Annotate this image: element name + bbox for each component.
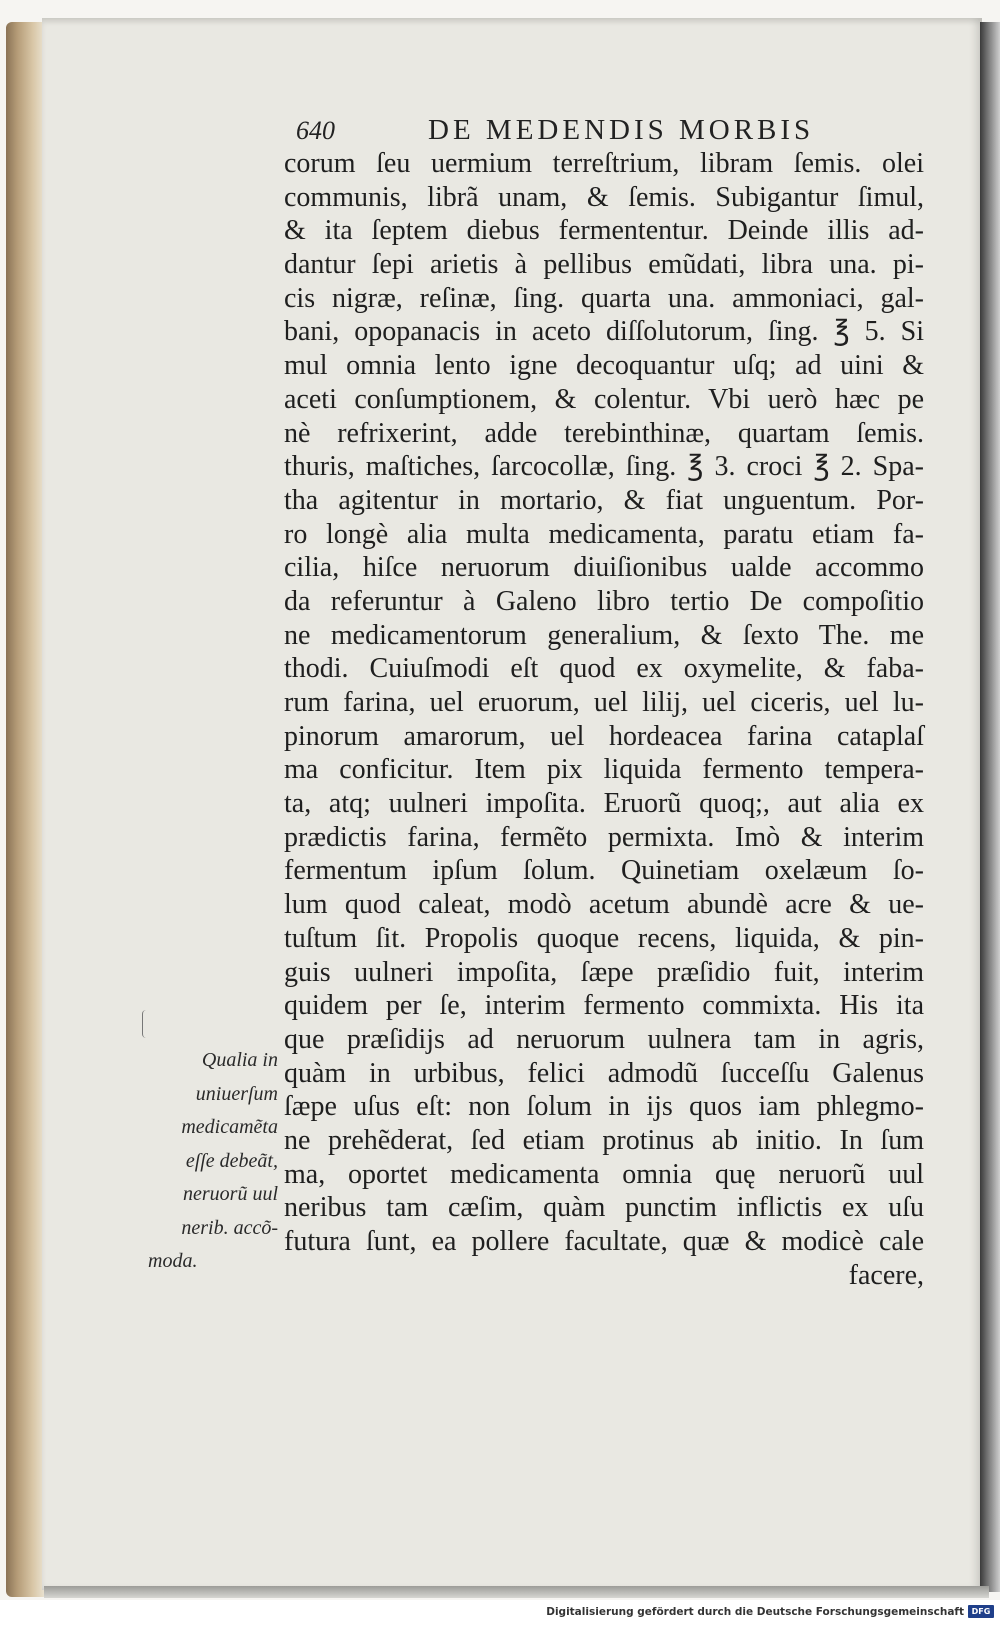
text-line: rum farina, uel eruorum, uel lilij, uel ciceris, uel lu- (284, 687, 924, 718)
marginal-note (148, 1044, 278, 1279)
margin-note-line: eſſe debeãt, (185, 1149, 278, 1172)
text-line: mul omnia lento igne decoquantur uſq; ad uini & (284, 350, 924, 382)
text-line: ro longè alia multa medicamenta, paratu etiam fa- (284, 518, 924, 550)
text-line: fermentum ipſum ſolum. Quinetiam oxelæum ſo- (284, 855, 924, 887)
text-line: neribus tam cæſim, quàm punctim inflictis ex uſu (284, 1192, 924, 1224)
text-line: tha agitentur in mortario, & fiat unguentum. Por- (284, 484, 924, 516)
text-line: aceti conſumptionem, & colentur. Vbi uerò hæc pe (284, 383, 924, 415)
text-line: thuris, maſtiches, ſarcocollæ, ſing. ℥ 3. croci ℥ 2. Spa- (284, 451, 924, 483)
text-line: prædictis farina, fermẽto permixta. Imò & interim (284, 821, 924, 853)
text-line: guis uulneri impoſita, ſæpe præſidio fuit, interim (284, 956, 924, 988)
margin-bracket-mark (142, 1010, 149, 1038)
text-line: ma, oportet medicamenta omnia quę neruorũ uul (284, 1158, 924, 1190)
page-number: 640 (296, 116, 335, 145)
text-line: ne prehẽderat, ſed etiam protinus ab initio. In ſum (284, 1124, 924, 1156)
book-fore-edge (6, 22, 44, 1597)
running-title: DE MEDENDIS MORBIS (428, 114, 815, 146)
text-line: futura ſunt, ea pollere facultate, quæ & modicè cale (284, 1226, 924, 1257)
text-line: que præſidijs ad neruorum uulnera tam in agris, (284, 1023, 924, 1055)
text-line: ſæpe uſus eſt: non ſolum in ijs quos iam phlegmo- (284, 1091, 924, 1123)
footer-credit-text: Digitalisierung gefördert durch die Deutsche Forschungsgemeinschaft (546, 1606, 964, 1618)
text-line: & ita ſeptem diebus fermententur. Deinde illis ad- (284, 215, 924, 247)
margin-note-line: medicamẽta (181, 1116, 278, 1138)
text-line: thodi. Cuiuſmodi eſt quod ex oxymelite, & faba- (284, 653, 924, 685)
text-line: pinorum amarorum, uel hordeacea farina cataplaſ (284, 720, 924, 752)
digitization-footer (546, 1604, 994, 1622)
catchword: facere, (848, 1259, 924, 1291)
text-line: tuſtum ſit. Propolis quoque recens, liquida, & pin- (284, 922, 924, 954)
text-line: ne medicamentorum generalium, & ſexto The. me (284, 619, 924, 651)
text-line: corum ſeu uermium terreſtrium, libram ſemis. olei (284, 148, 924, 179)
text-line: quàm in urbibus, felici admodũ ſucceſſu Galenus (284, 1057, 924, 1089)
running-header (296, 114, 856, 150)
text-line: bani, opopanacis in aceto diſſolutorum, ſing. ℥ 5. Si (284, 316, 924, 348)
margin-note-line: nerib. accõ- (181, 1216, 278, 1239)
text-line: ma conficitur. Item pix liquida fermento tempera- (284, 754, 924, 786)
text-line: nè refrixerint, adde terebinthinæ, quartam ſemis. (284, 417, 924, 449)
text-line: communis, librã unam, & ſemis. Subigantur ſimul, (284, 181, 924, 213)
text-line: dantur ſepi arietis à pellibus emũdati, libra una. pi- (284, 249, 924, 281)
page-right-shadow (980, 22, 1000, 1592)
dfg-logo: DFG (968, 1605, 994, 1618)
page-bottom-edge (44, 1586, 989, 1598)
text-line: da referuntur à Galeno libro tertio De compoſitio (284, 585, 924, 617)
text-line: cis nigræ, reſinæ, ſing. quarta una. ammoniaci, gal- (284, 282, 924, 314)
text-line: lum quod caleat, modò acetum abundè acre & ue- (284, 889, 924, 921)
text-line: cilia, hiſce neruorum diuiſionibus ualde accommo (284, 552, 924, 584)
margin-note-line: moda. (148, 1250, 198, 1272)
text-line: quidem per ſe, interim fermento commixta. His ita (284, 990, 924, 1022)
text-line: ta, atq; uulneri impoſita. Eruorũ quoq;, aut alia ex (284, 788, 924, 820)
margin-note-line: neruorũ uul (183, 1183, 278, 1205)
margin-note-line: uniuerſum (195, 1082, 278, 1105)
main-text-block (284, 147, 924, 1292)
margin-note-line: Qualia in (201, 1049, 278, 1071)
